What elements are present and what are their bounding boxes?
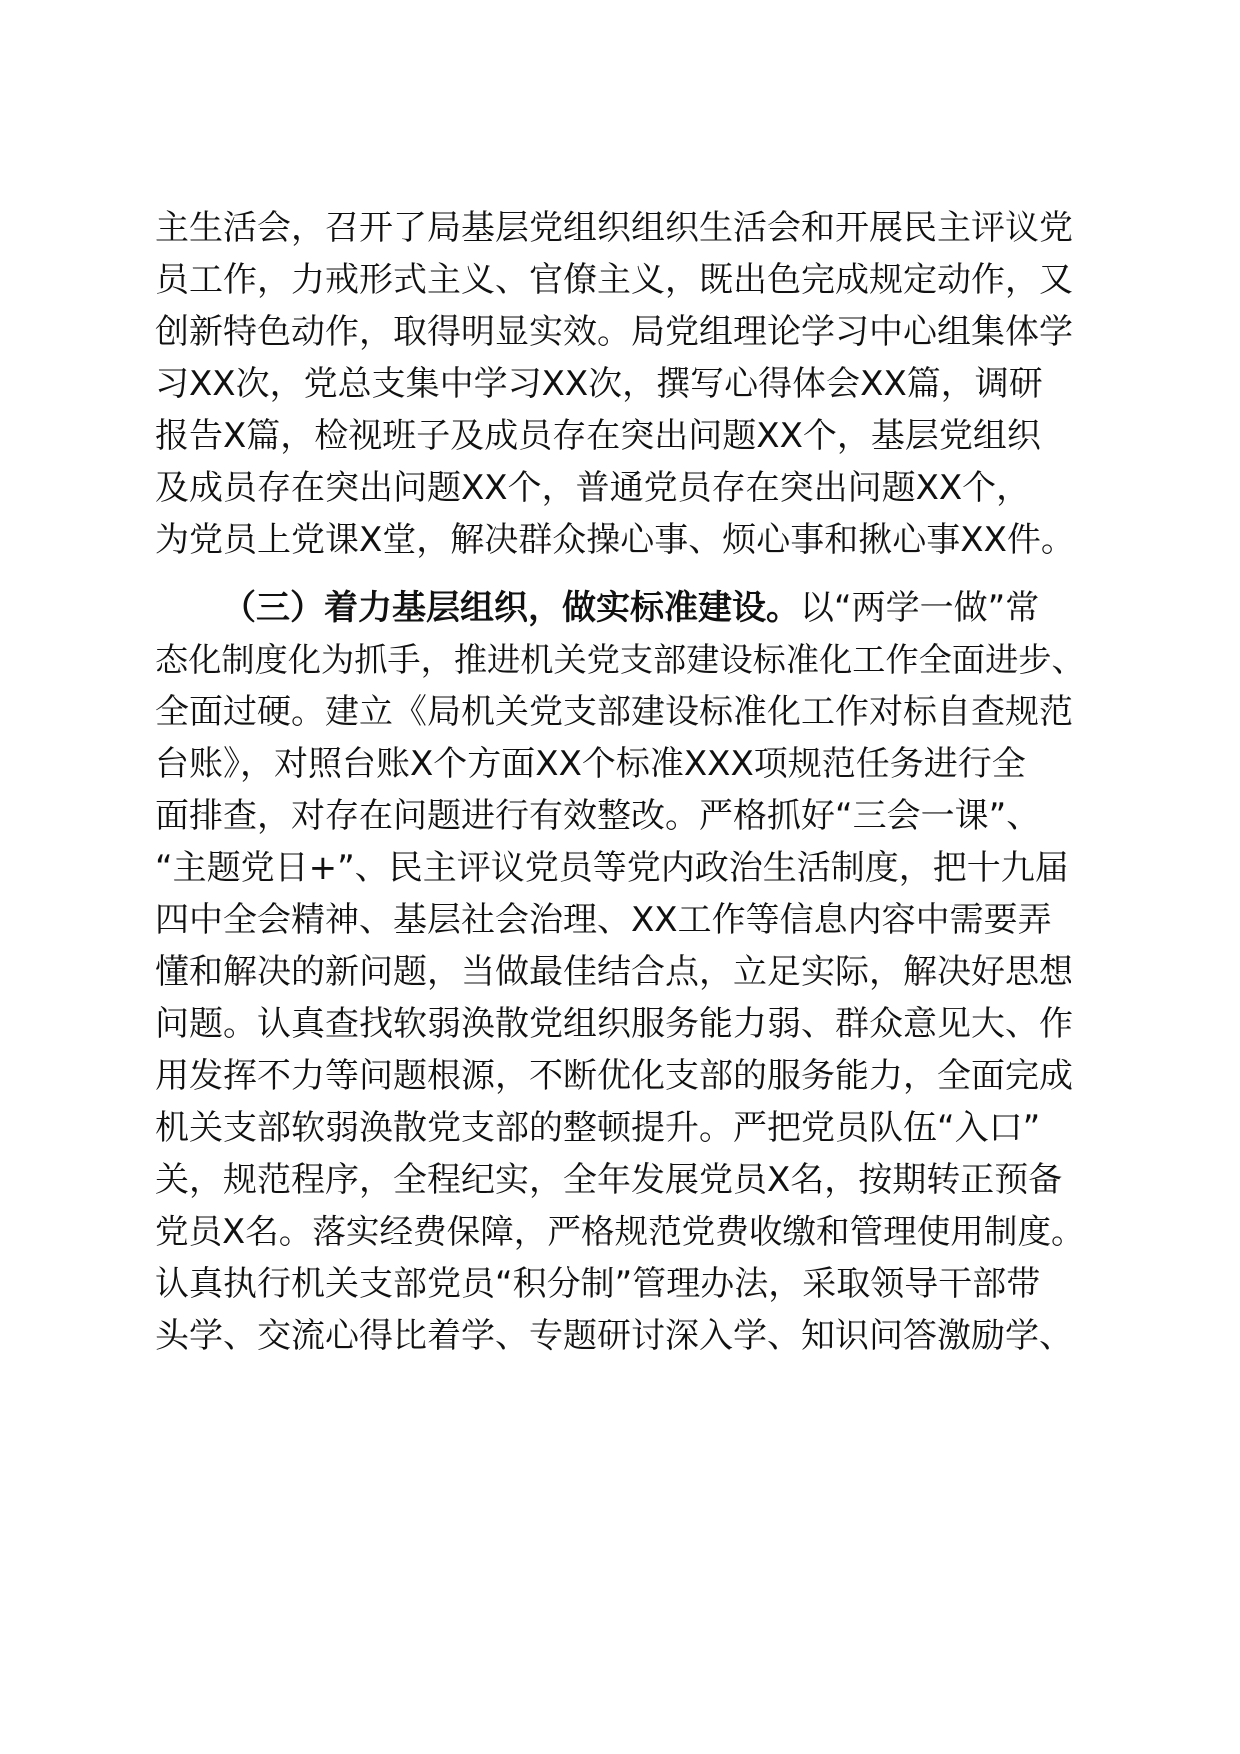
- section-3-line-13: 认真执行机关支部党员“积分制”管理办法，采取领导干部带: [155, 1264, 1041, 1304]
- section-3-line-11: 关，规范程序，全程纪实，全年发展党员X名，按期转正预备: [155, 1160, 1063, 1200]
- paragraph-1-line-5: 报告X篇，检视班子及成员存在突出问题XX个，基层党组织: [155, 416, 1041, 456]
- paragraph-1-line-2: 员工作，力戒形式主义、官僚主义，既出色完成规定动作，又: [155, 260, 1073, 300]
- section-3-line-8: 问题。认真查找软弱涣散党组织服务能力弱、群众意见大、作: [155, 1004, 1073, 1044]
- paragraph-1-line-4: 习XX次，党总支集中学习XX次，撰写心得体会XX篇，调研: [155, 364, 1043, 404]
- section-3-line-3: 台账》，对照台账X个方面XX个标准XXX项规范任务进行全: [155, 744, 1026, 784]
- section-3-line-1: 态化制度化为抓手，推进机关党支部建设标准化工作全面进步、: [155, 640, 1085, 679]
- section-3-line-14: 头学、交流心得比着学、专题研讨深入学、知识问答激励学、: [155, 1316, 1073, 1356]
- paragraph-1-line-3: 创新特色动作，取得明显实效。局党组理论学习中心组集体学: [155, 312, 1073, 352]
- section-3-line-6: 四中全会精神、基层社会治理、XX工作等信息内容中需要弄: [155, 900, 1052, 940]
- section-3-heading: （三）着力基层组织，做实标准建设。: [222, 588, 800, 628]
- section-3-first-line: [222, 588, 1039, 628]
- paragraph-1-line-1: 主生活会，召开了局基层党组织组织生活会和开展民主评议党: [155, 208, 1073, 248]
- section-3-line-5: “主题党日+”、民主评议党员等党内政治生活制度，把十九届: [155, 848, 1069, 888]
- section-3-line-10: 机关支部软弱涣散党支部的整顿提升。严把党员队伍“入口”: [155, 1108, 1041, 1148]
- section-3-line-2: 全面过硬。建立《局机关党支部建设标准化工作对标自查规范: [155, 692, 1073, 732]
- paragraph-1-line-6: 及成员存在突出问题XX个，普通党员存在突出问题XX个，: [155, 468, 1031, 508]
- section-3-first-line-rest: 以“两学一做”常: [800, 588, 1040, 628]
- section-3-line-9: 用发挥不力等问题根源，不断优化支部的服务能力，全面完成: [155, 1056, 1073, 1096]
- section-3-line-12: 党员X名。落实经费保障，严格规范党费收缴和管理使用制度。: [155, 1212, 1085, 1251]
- section-3-line-7: 懂和解决的新问题，当做最佳结合点，立足实际，解决好思想: [155, 952, 1073, 992]
- section-3-line-4: 面排查，对存在问题进行有效整改。严格抓好“三会一课”、: [155, 796, 1041, 836]
- paragraph-1-line-7: 为党员上党课X堂，解决群众操心事、烦心事和揪心事XX件。: [155, 520, 1075, 560]
